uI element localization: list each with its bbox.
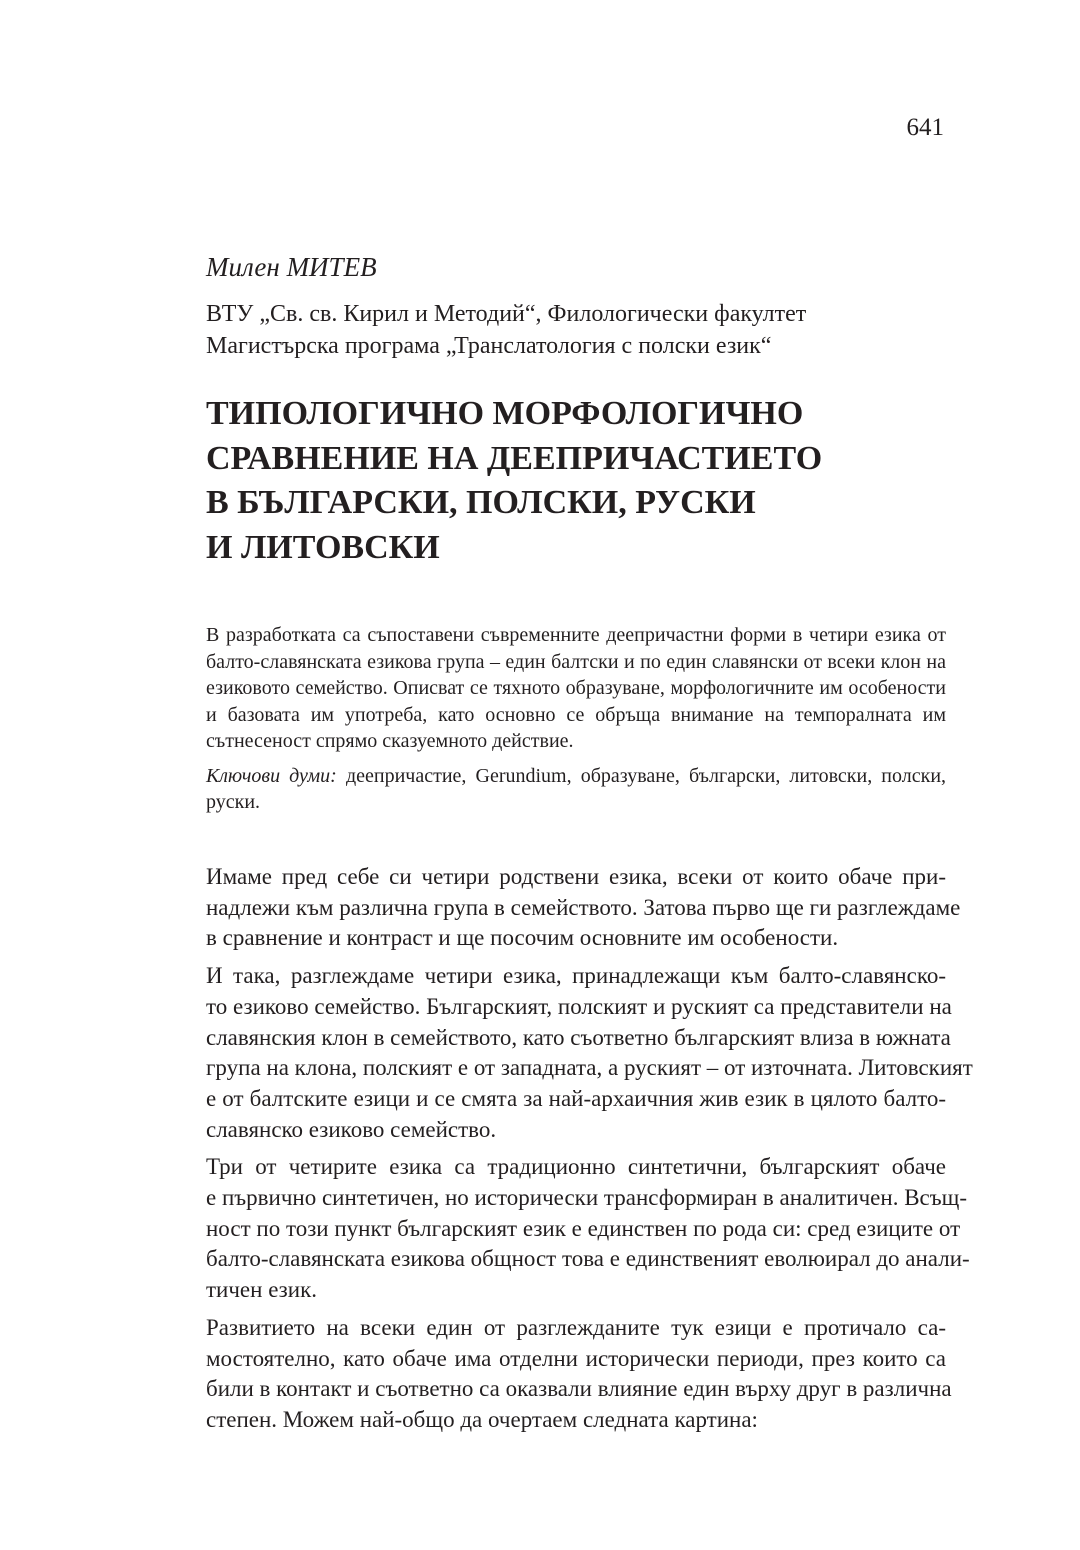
text-line: степен. Можем най-общо да очертаем следната картина: <box>206 1406 758 1432</box>
keywords-label: Ключови думи: <box>206 764 337 787</box>
text-line: славянско езиково семейство. <box>206 1116 497 1142</box>
page-number: 641 <box>906 114 944 141</box>
text-line: И така, разглеждаме четири езика, принадлежащи към балто-славянско- <box>206 963 946 989</box>
article-title <box>206 392 822 570</box>
keywords <box>206 763 946 816</box>
text-line: ност по този пункт българският език е единствен по рода си: сред езиците от <box>206 1215 961 1241</box>
title-line: В БЪЛГАРСКИ, ПОЛСКИ, РУСКИ <box>206 484 756 521</box>
abstract-text: В разработката са съпоставени съвременните деепричастни форми в четири езика от балто-славянската езикова група – един балтски и по един славянски от всеки клон на езиковото семейство. Описват се тяхното образуване, морфологичните им особености и базовата им употреба, като основно се обръща внимание на темпоралната им сътнесеност спрямо сказуемното действие. <box>206 624 946 752</box>
body-text <box>206 862 973 1443</box>
affiliation <box>206 298 806 362</box>
text-line: е първично синтетичен, но исторически трансформиран в аналитичен. Всъщ- <box>206 1185 968 1211</box>
text-line: е от балтските езици и се смята за най-архаичния жив език в цялото балто- <box>206 1085 946 1111</box>
text-line: мостоятелно, като обаче има отделни исторически периоди, през които са <box>206 1345 946 1371</box>
keywords-list: деепричастие, Gerundium, образуване, български, литовски, полски, руски. <box>206 764 947 813</box>
abstract <box>206 622 946 816</box>
title-line: ТИПОЛОГИЧНО МОРФОЛОГИЧНО <box>206 395 804 432</box>
affiliation-line: ВТУ „Св. св. Кирил и Методий“, Филологически факултет <box>206 301 807 327</box>
text-line: били в контакт и съответно са оказвали влияние един върху друг в различна <box>206 1376 952 1402</box>
text-line: Развитието на всеки един от разглежданите тук езици е протичало са- <box>206 1314 946 1340</box>
text-line: надлежи към различна група в семейството. Затова първо ще ги разглеждаме <box>206 894 961 920</box>
text-line: тичен език. <box>206 1277 318 1303</box>
text-line: балто-славянската езикова общност това е единственият еволюирал до анали- <box>206 1246 970 1272</box>
affiliation-line: Магистърска програма „Транслатология с полски език“ <box>206 333 772 359</box>
paragraph <box>206 862 961 954</box>
author-name: Милен МИТЕВ <box>206 252 377 282</box>
paragraph <box>206 961 973 1145</box>
text-line: в сравнение и контраст и ще посочим основните им особености. <box>206 925 839 951</box>
text-line: група на клона, полският е от западната, а руският – от източната. Литовският <box>206 1055 973 1081</box>
paragraph <box>206 1313 952 1436</box>
text-line: то езиково семейство. Българският, полският и руският са представители на <box>206 993 952 1019</box>
title-line: И ЛИТОВСКИ <box>206 528 440 566</box>
title-line: СРАВНЕНИЕ НА ДЕЕПРИЧАСТИЕТО <box>206 439 823 477</box>
text-line: Имаме пред себе си четири родствени езика, всеки от които обаче при- <box>206 864 946 889</box>
paragraph <box>206 1152 970 1306</box>
text-line: Три от четирите езика са традиционно синтетични, българският обаче <box>206 1154 946 1180</box>
text-line: славянския клон в семейството, като съответно българският влиза в южната <box>206 1024 951 1050</box>
